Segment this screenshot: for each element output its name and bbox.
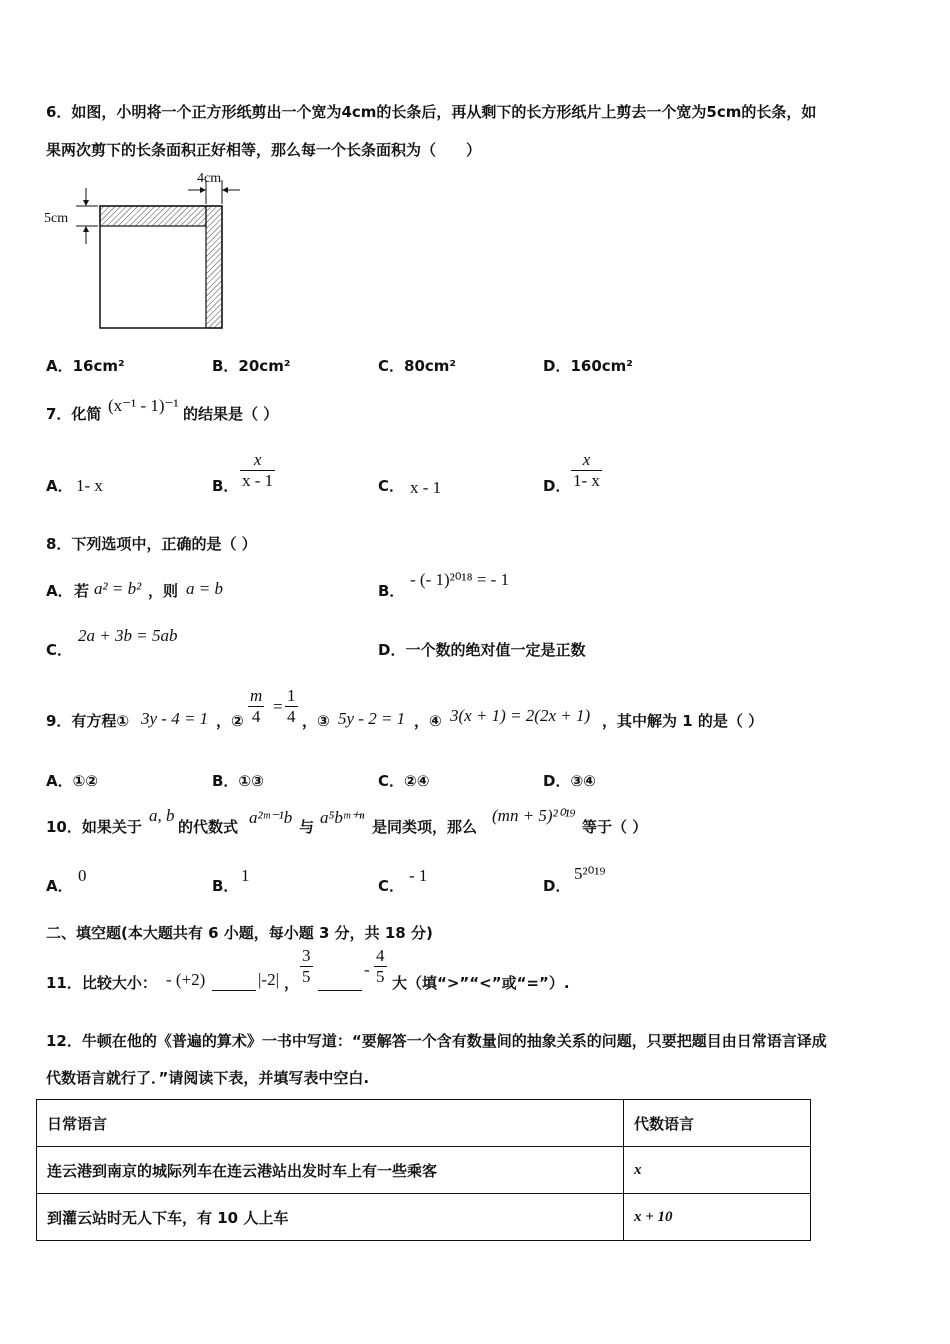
q10-option-d-label[interactable]: D．: [543, 877, 571, 895]
q9-option-c[interactable]: C．②④: [378, 772, 430, 790]
q8-option-d[interactable]: D．一个数的绝对值一定是正数: [378, 641, 586, 659]
q6-figure: [40, 168, 250, 336]
q9-option-b[interactable]: B．①③: [212, 772, 264, 790]
q10-option-b: 1: [241, 866, 250, 885]
q9-equation-3: 5y - 2 = 1: [338, 709, 406, 728]
q10-expr3: (mn + 5)²⁰¹⁹: [492, 806, 576, 825]
table-cell: 连云港到南京的城际列车在连云港站出发时车上有一些乘客: [37, 1147, 624, 1194]
q10-stem-e: 等于（ ）: [582, 818, 648, 836]
q10-expr1: a²ᵐ⁻¹b: [249, 808, 293, 827]
q11-frac1-num: 3: [302, 946, 311, 965]
table-row: [37, 1194, 811, 1241]
q11-sep: ，: [284, 974, 300, 992]
table-cell: 到灌云站时无人下车，有 10 人上车: [37, 1194, 624, 1241]
q7-option-d-label[interactable]: D．: [543, 477, 571, 495]
q8-option-a-text1: 若: [74, 582, 90, 600]
q10-option-c: - 1: [409, 866, 428, 885]
q10-option-d: 5²⁰¹⁹: [574, 864, 606, 883]
table-cell: x + 10: [624, 1194, 811, 1241]
q9-equation-1: 3y - 4 = 1: [141, 709, 209, 728]
q9-sep-2: ，②: [216, 712, 244, 730]
table-header-cell: 代数语言: [624, 1100, 811, 1147]
q7-expression: (x⁻¹ - 1)⁻¹: [108, 396, 179, 415]
q6-option-c[interactable]: C．80cm²: [378, 357, 456, 375]
q7-stem-post: 的结果是（ ）: [183, 405, 279, 423]
q7-option-b-fraction: [240, 450, 275, 491]
q11-blank-2[interactable]: [318, 971, 362, 991]
q8-option-a-expr2: a = b: [186, 579, 223, 598]
q10-option-b-label[interactable]: B．: [212, 877, 239, 895]
q7-option-b-numerator: x: [253, 450, 262, 469]
section-2-heading: 二、填空题(本大题共有 6 小题，每小题 3 分，共 18 分): [46, 924, 433, 942]
q7-option-a: 1- x: [76, 476, 103, 495]
table-header-cell: 日常语言: [37, 1100, 624, 1147]
q9-sep-4: ，④: [414, 712, 442, 730]
q7-option-d-fraction: [571, 450, 602, 491]
q7-option-c-label[interactable]: C．: [378, 477, 405, 495]
q11-frac2-num: 4: [376, 946, 385, 965]
q10-expr2: a⁵bᵐ⁺ⁿ: [320, 808, 365, 827]
q10-option-a: 0: [78, 866, 87, 885]
vertical-strip: [206, 206, 222, 328]
q6-option-d[interactable]: D．160cm²: [543, 357, 633, 375]
q8-option-b-expr: - (- 1)²⁰¹⁸ = - 1: [410, 570, 510, 589]
q12-line2: 代数语言就行了．”请阅读下表，并填写表中空白.: [46, 1069, 370, 1087]
q9-stem-pre: 9．有方程①: [46, 712, 130, 730]
q9-eq2-lhs-den: 4: [251, 707, 261, 726]
q11-expr2: |-2|: [258, 970, 279, 989]
q11-frac2-den: 5: [376, 967, 385, 986]
q9-option-d[interactable]: D．③④: [543, 772, 596, 790]
q9-eq2-lhs-num: m: [250, 686, 263, 705]
q8-stem: 8．下列选项中，正确的是（ ）: [46, 535, 257, 553]
q7-stem-pre: 7．化简: [46, 405, 102, 423]
q11-stem-post: 大（填“>”“<”或“=”）.: [392, 974, 570, 992]
table-row: [37, 1147, 811, 1194]
q8-option-a-label[interactable]: A．: [46, 582, 73, 600]
q9-equation-2-lhs: [248, 686, 264, 727]
q7-option-d-denominator: 1- x: [573, 471, 600, 490]
q10-stem-a: 10．如果关于: [46, 818, 142, 836]
q11-blank-1[interactable]: [212, 971, 256, 991]
q11-fraction-2: [374, 946, 387, 987]
label-4cm: 4cm: [197, 171, 222, 186]
q7-option-b-label[interactable]: B．: [212, 477, 239, 495]
table-cell: x: [624, 1147, 811, 1194]
q9-option-a[interactable]: A．①②: [46, 772, 99, 790]
q11-expr1: - (+2): [166, 970, 206, 989]
q8-option-a-expr1: a² = b²: [94, 579, 142, 598]
q11-stem-pre: 11．比较大小：: [46, 974, 157, 992]
q6-line1: 6．如图，小明将一个正方形纸剪出一个宽为4cm的长条后，再从剩下的长方形纸片上剪去一个宽为5cm的长条，如: [46, 103, 817, 121]
q10-option-c-label[interactable]: C．: [378, 877, 405, 895]
q9-eq2-rhs-num: 1: [287, 686, 296, 705]
q6-option-a[interactable]: A．16cm²: [46, 357, 125, 375]
q9-eq2-rhs-den: 4: [287, 707, 296, 726]
q12-table: [36, 1099, 811, 1241]
q10-option-a-label[interactable]: A．: [46, 877, 73, 895]
q10-vars: a, b: [149, 806, 175, 825]
q9-stem-post: ，其中解为 1 的是（ ）: [602, 712, 764, 730]
q10-stem-d: 是同类项，那么: [372, 818, 478, 836]
label-5cm: 5cm: [44, 211, 69, 226]
q7-option-d-numerator: x: [582, 450, 591, 469]
q11-frac1-den: 5: [302, 967, 311, 986]
q8-option-a-text2: ，则: [148, 582, 179, 600]
q10-stem-c: 与: [299, 818, 315, 836]
q6-option-b[interactable]: B．20cm²: [212, 357, 291, 375]
q7-option-b-denominator: x - 1: [242, 471, 274, 490]
q8-option-b-label[interactable]: B．: [378, 582, 405, 600]
q11-fraction-1: [300, 946, 313, 987]
q10-stem-b: 的代数式: [178, 818, 239, 836]
table-header-row: [37, 1100, 811, 1147]
q9-sep-3: ，③: [302, 712, 330, 730]
q8-option-c-expr: 2a + 3b = 5ab: [78, 626, 178, 645]
q7-option-c: x - 1: [410, 478, 442, 497]
q9-eq2-equals: =: [273, 697, 283, 716]
q9-equation-4: 3(x + 1) = 2(2x + 1): [450, 706, 591, 725]
q7-option-a-label[interactable]: A．: [46, 477, 73, 495]
q6-line2: 果两次剪下的长条面积正好相等，那么每一个长条面积为（ ）: [46, 141, 482, 159]
q8-option-c-label[interactable]: C．: [46, 641, 73, 659]
horizontal-strip: [100, 206, 206, 226]
q12-line1: 12．牛顿在他的《普遍的算术》一书中写道：“要解答一个含有数量间的抽象关系的问题，只要把题目由日常语言译成: [46, 1032, 827, 1050]
q9-equation-2-rhs: [285, 686, 298, 727]
q11-minus: -: [364, 960, 370, 979]
